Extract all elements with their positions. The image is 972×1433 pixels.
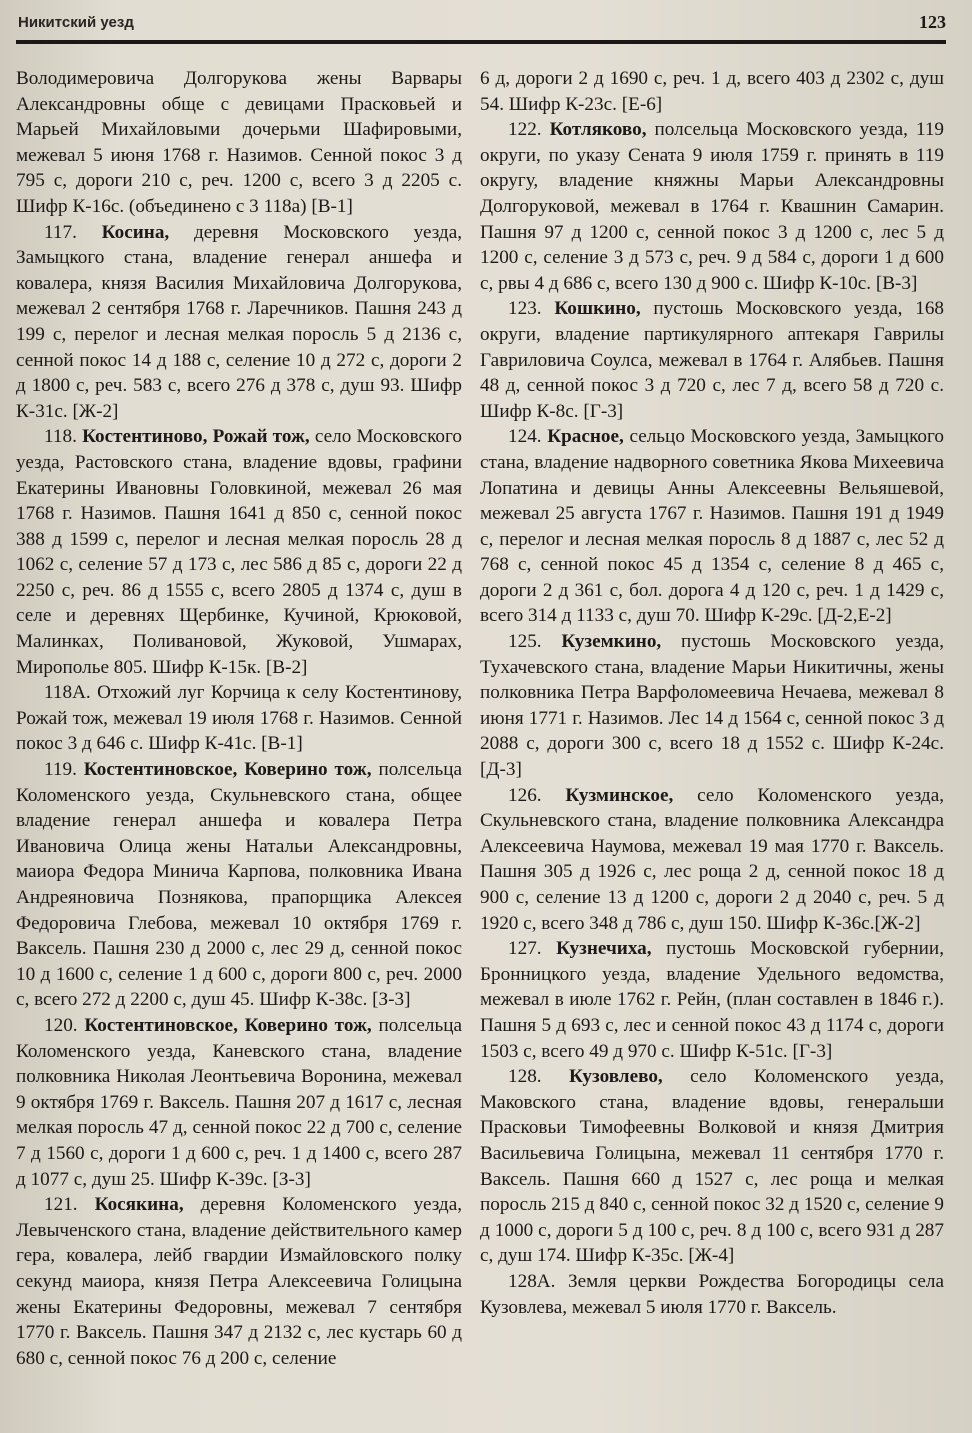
page-header	[16, 10, 946, 38]
page-number: 123	[919, 12, 946, 32]
entry-122: 122. Котляково, полсельца Московского уезда, 119 округи, по указу Сената 9 июля 1759 г. принять в 119 округу, владение княжны Марьи Александровны Долгоруковой, межевал в 1764 г. Квашнин Самарин. Пашня 97 д 1200 с, сенной покос 3 д 1200 с, лес 5 д 1200 с, селение 3 д 573 с, реч. 9 д 584 с, дороги 1 д 600 с, рвы 4 д 686 с, всего 130 д 900 с. Шифр К-10с. [В-3]	[480, 119, 945, 294]
right-column	[480, 66, 944, 1417]
entry-118: 118. Костентиново, Рожай тож, село Московского уезда, Растовского стана, владение вдовы, графини Екатерины Ивановны Головкиной, межевал 26 мая 1768 г. Назимов. Пашня 1641 д 850 с, сенной покос 388 д 1599 с, перелог и лесная мелкая поросль 28 д 1062 с, селение 57 д 173 с, лес 586 д 85 с, дороги 22 д 2250 с, реч. 86 д 1555 с, всего 2805 д 1374 с, душ в селе и деревнях Щербинке, Кучиной, Крюковой, Малинках, Поливановой, Жуковой, Ушмарах, Миропольe 805. Шифр К-15к. [В-2]	[16, 426, 462, 678]
header-rule	[16, 40, 946, 44]
running-title: Никитский уезд	[18, 14, 134, 31]
entry-126: 126. Кузминское, село Коломенского уезда, Скульневского стана, владение полковника Александра Алексеевича Наумова, межевал 19 мая 1770 г. Ваксель. Пашня 305 д 1926 с, лес роща 2 д, сенной покос 18 д 900 с, селение 13 д 1200 с, дороги 2 д 2040 с, реч. 5 д 1920 с, всего 348 д 786 с, душ 150. Шифр К-36с.[Ж-2]	[480, 784, 945, 934]
entry-124: 124. Красное, сельцо Московского уезда, Замыцкого стана, владение надворного советника Якова Михеевича Лопатина и девицы Анны Алексеевны Вельяшевой, межевал 25 августа 1767 г. Назимов. Пашня 191 д 1949 с, перелог и лесная мелкая поросль 8 д 1887 с, лес 52 д 768 с, сенной покос 45 д 1354 с, селение 8 д 465 с, дороги 2 д 361 с, бол. дорога 4 д 120 с, реч. 1 д 1429 с, всего 314 д 1133 с, душ 70. Шифр К-29с. [Д-2,Е-2]	[480, 426, 945, 627]
entry-123: 123. Кошкино, пустошь Московского уезда, 168 округи, владение партикулярного аптекаря Гаврилы Гавриловича Соулса, межевал в 1764 г. Алябьев. Пашня 48 д, сенной покос 3 д 720 с, лес 7 д, всего 58 д 720 с. Шифр К-8с. [Г-3]	[480, 298, 945, 422]
entry-120: 120. Костентиновское, Коверино тож, полсельца Коломенского уезда, Каневского стана, владение полковника Николая Леонтьевича Воронина, межевал 9 октября 1769 г. Ваксель. Пашня 207 д 1617 с, лесная мелкая поросль 47 д, сенной покос 22 д 700 с, селение 7 д 1560 с, дороги 1 д 600 с, реч. 1 д 1400 с, всего 287 д 1077 с, душ 25. Шифр К-39с. [З-3]	[16, 1014, 462, 1190]
entry-118a: 118А. Отхожий луг Корчица к селу Костентинову, Рожай тож, межевал 19 июля 1768 г. Назимов. Сенной покос 3 д 646 с. Шифр К-41с. [В-1]	[16, 682, 462, 755]
entry-128: 128. Кузовлево, село Коломенского уезда, Маковского стана, владение вдовы, генеральши Прасковьи Тимофеевны Волковой и князя Дмитрия Васильевича Голицына, межевал 11 сентября 1770 г. Ваксель. Пашня 660 д 1527 с, лес роща и мелкая поросль 215 д 840 с, сенной покос 32 д 1520 с, селение 9 д 1000 с, дороги 5 д 100 с, реч. 8 д 100 с, всего 931 д 287 с, душ 174. Шифр К-35с. [Ж-4]	[480, 1066, 945, 1267]
entry-127: 127. Кузнечиха, пустошь Московской губернии, Бронницкого уезда, владение Удельного ведомства, межевал в июле 1762 г. Рейн, (план составлен в 1846 г.). Пашня 5 д 693 с, лес и сенной покос 43 д 1174 с, дороги 1503 с, всего 49 д 970 с. Шифр К-51с. [Г-3]	[480, 938, 944, 1062]
entry-128a: 128А. Земля церкви Рождества Богородицы села Кузовлева, межевал 5 июля 1770 г. Ваксель.	[480, 1270, 945, 1318]
entry-continuation: Володимеровича Долгорукова жены Варвары Александровны обще с девицами Прасковьей и Марьей Михайловыми дочерьми Шафировыми, межевал 5 июня 1768 г. Назимов. Сенной покос 3 д 795 с, дороги 210 с, реч. 1200 с, всего 3 д 2205 с. Шифр К-16с. (объединено с 3 118а) [В-1]	[16, 68, 462, 217]
entry-121: 121. Косякина, деревня Коломенского уезда, Левыченского стана, владение действительного камер гера, ковалера, лейб гвардии Измайловского полку секунд маиора, князя Петра Алексеевича Голицына жены Екатерины Федоровны, межевал 7 сентября 1770 г. Ваксель. Пашня 347 д 2132 с, лес кустарь 60 д 680 с, сенной покос 76 д 200 с, селение	[16, 1194, 463, 1369]
entry-continuation: 6 д, дороги 2 д 1690 с, реч. 1 д, всего 403 д 2302 с, душ 54. Шифр К-23с. [Е-6]	[480, 68, 944, 115]
entry-117: 117. Косина, деревня Московского уезда, Замыцкого стана, владение генерал аншефа и ковалера, князя Василия Михайловича Долгорукова, межевал 2 сентября 1768 г. Ларечников. Пашня 243 д 199 с, перелог и лесная мелкая поросль 5 д 2136 с, сенной покос 14 д 188 с, селение 10 д 272 с, дороги 2 д 1800 с, реч. 583 с, всего 276 д 378 с, душ 93. Шифр К-31с. [Ж-2]	[16, 221, 463, 422]
left-column	[16, 66, 462, 1417]
entry-125: 125. Куземкино, пустошь Московского уезда, Тухачевского стана, владение Марьи Никитичны, жены полковника Петра Варфоломеевича Нечаева, межевал 8 июня 1771 г. Назимов. Лес 14 д 1564 с, сенной покос 3 д 2088 с, дороги 300 с, всего 18 д 1552 с. Шифр К-24с. [Д-3]	[480, 631, 944, 781]
entry-119: 119. Костентиновское, Коверино тож, полсельца Коломенского уезда, Скульневского стана, общее владение генерал аншефа и ковалера Петра Ивановича Олица жены Натальи Александровны, маиора Федора Минича Карпова, полковника Ивана Андреяновича Познякова, прапорщика Алексея Федоровича Глебова, межевал 10 октября 1769 г. Ваксель. Пашня 230 д 2000 с, лес 29 д, сенной покос 10 д 1600 с, селение 1 д 600 с, дороги 800 с, реч. 2000 с, всего 272 д 2200 с, душ 45. Шифр К-38с. [З-3]	[16, 759, 462, 1011]
